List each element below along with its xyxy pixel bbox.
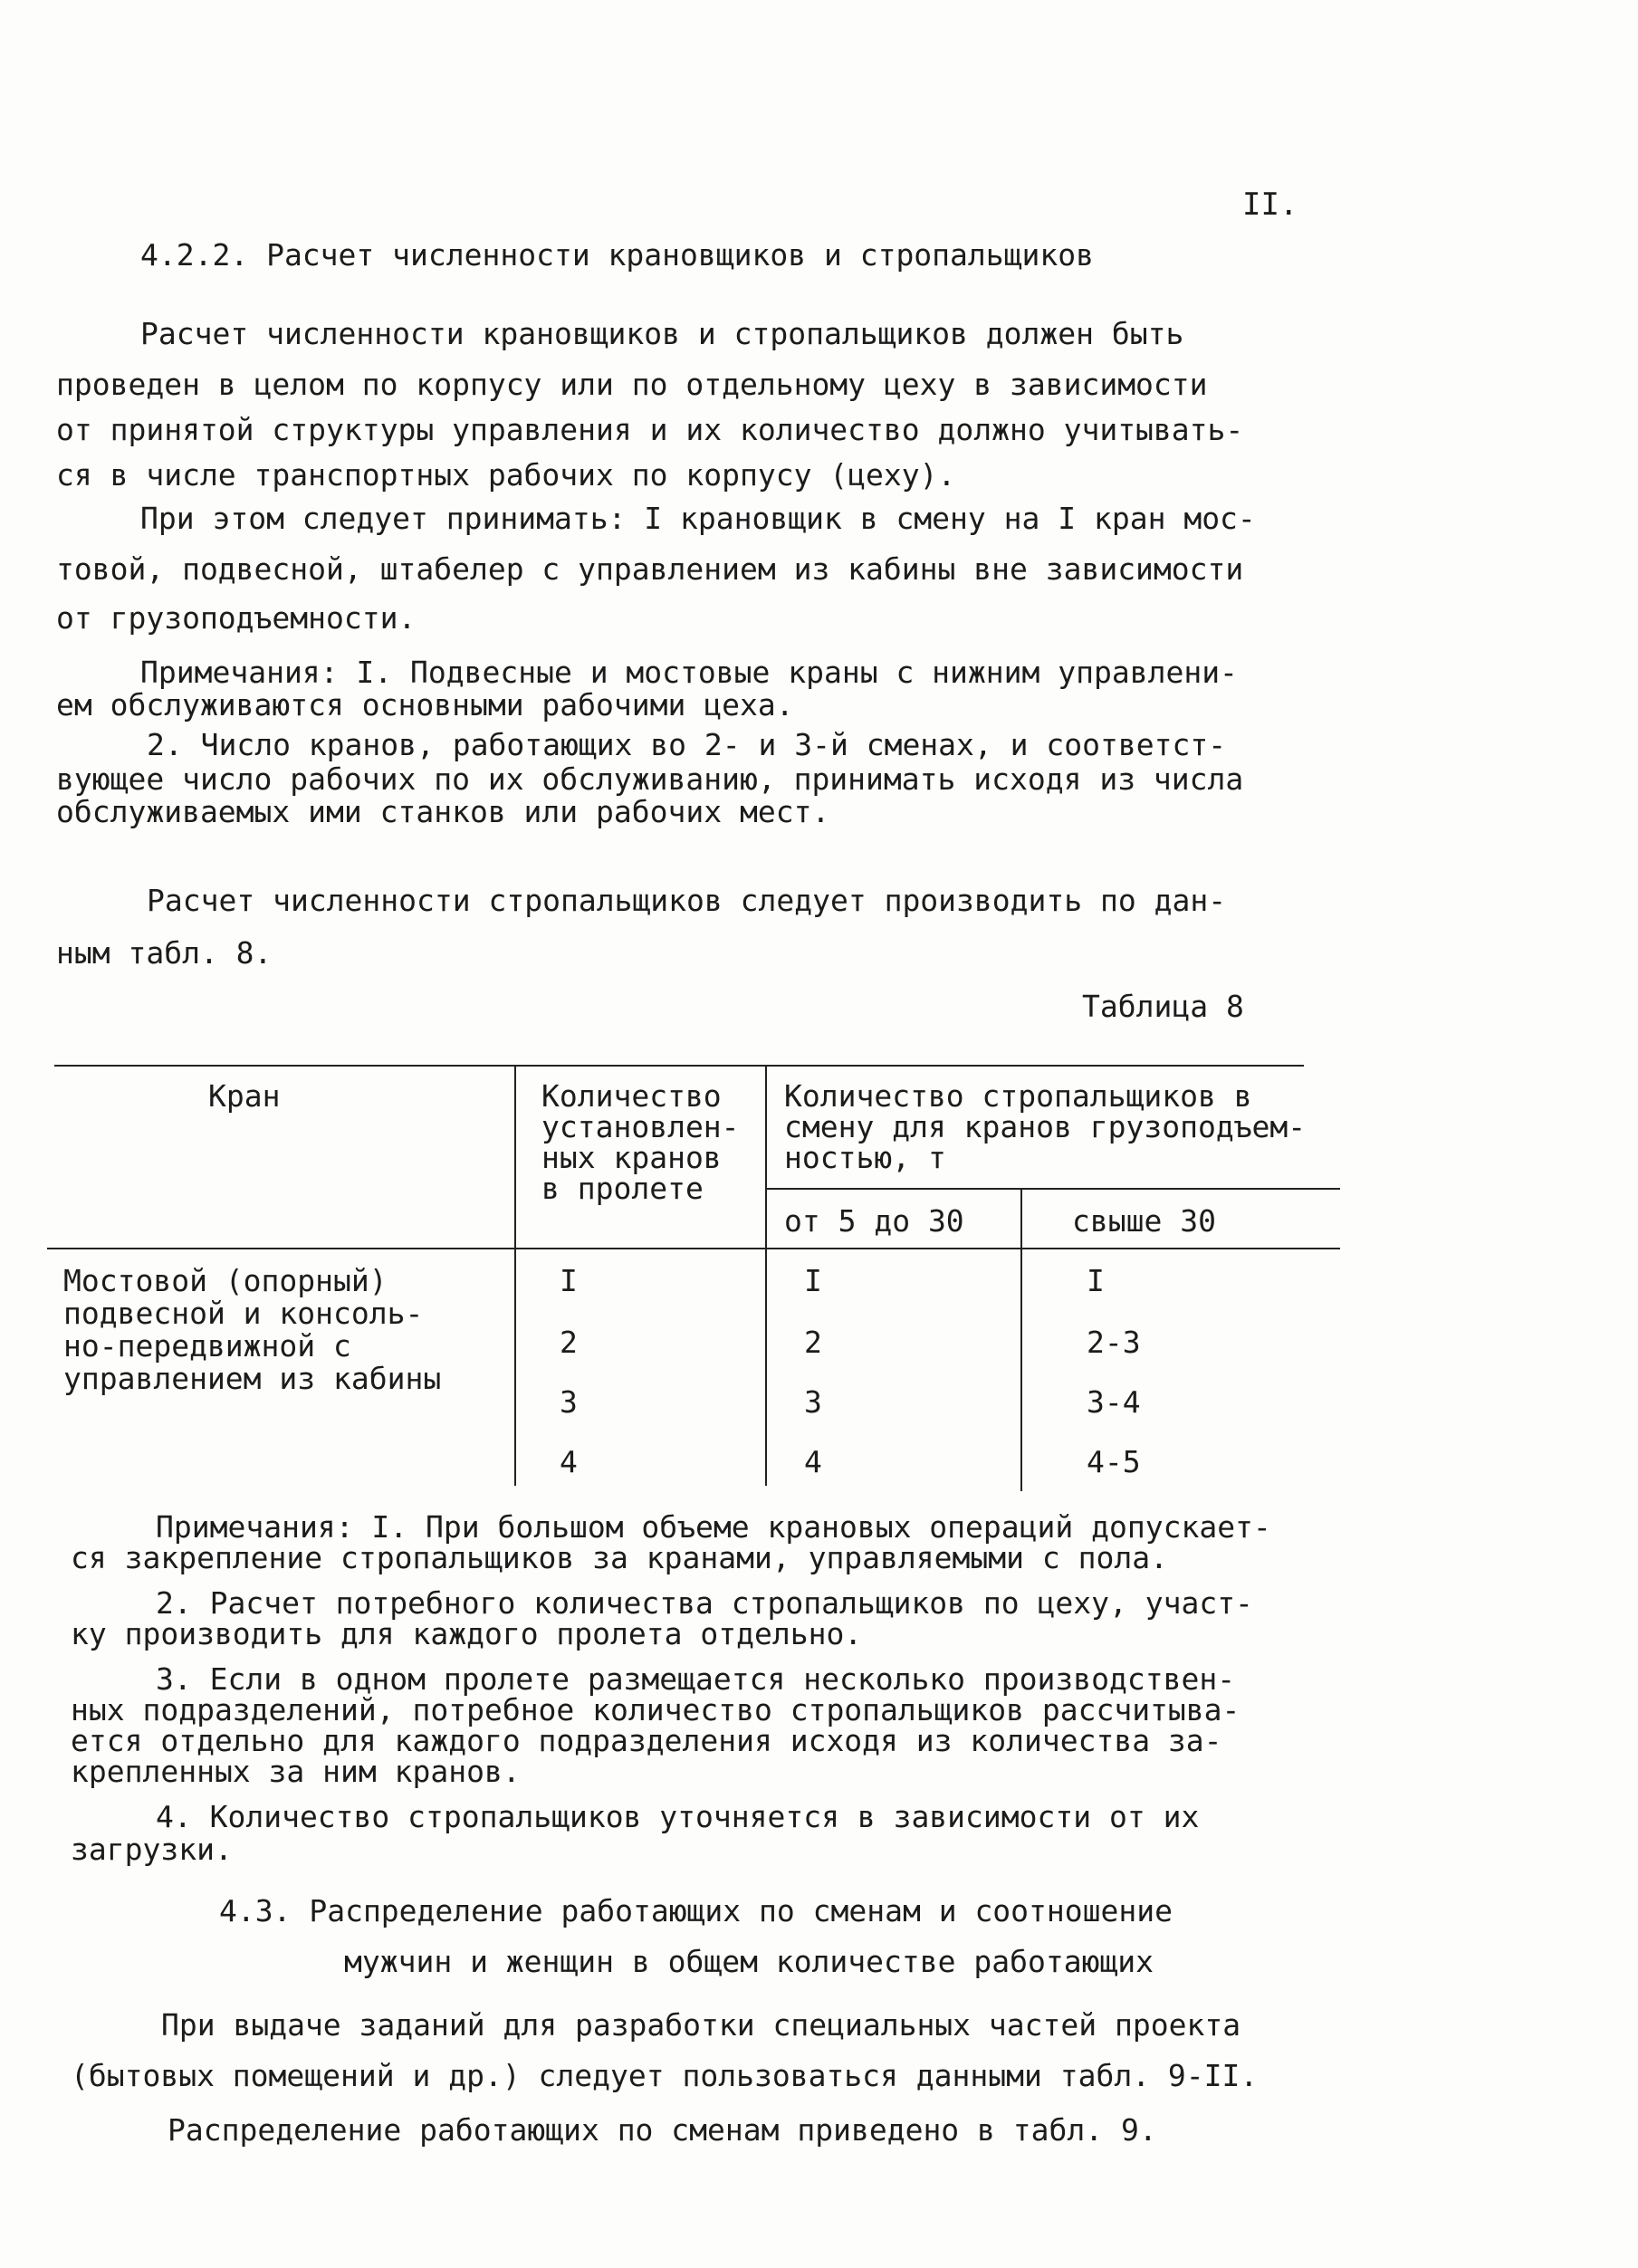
cell-count: I bbox=[560, 1263, 578, 1298]
cell-5-30: 3 bbox=[804, 1384, 822, 1420]
header-sub-over-30: свыше 30 bbox=[1072, 1203, 1216, 1239]
note-line: 3. Если в одном пролете размещается несколько производствен- bbox=[156, 1661, 1236, 1697]
note-line: ется отдельно для каждого подразделения исходя из количества за- bbox=[71, 1723, 1222, 1758]
crane-type-line: Мостовой (опорный) bbox=[63, 1263, 388, 1298]
table-caption: Таблица 8 bbox=[1082, 989, 1244, 1024]
note-line: ся закрепление стропальщиков за кранами, управляемыми с пола. bbox=[71, 1540, 1168, 1575]
note-line: ем обслуживаются основными рабочими цеха. bbox=[56, 687, 794, 723]
cell-count: 4 bbox=[560, 1444, 578, 1479]
text-line: проведен в целом по корпусу или по отдельному цеху в зависимости bbox=[56, 367, 1208, 402]
header-line: в пролете bbox=[541, 1171, 704, 1206]
text-line: При этом следует принимать: I крановщик в смену на I кран мос- bbox=[140, 501, 1256, 536]
note-line: 4. Количество стропальщиков уточняется в зависимости от их bbox=[156, 1799, 1200, 1834]
header-sub-5-30: от 5 до 30 bbox=[784, 1203, 964, 1239]
cell-over-30: 4-5 bbox=[1087, 1444, 1141, 1479]
header-line: смену для кранов грузоподъем- bbox=[784, 1109, 1307, 1144]
text-line: Расчет численности крановщиков и стропальщиков должен быть bbox=[140, 316, 1184, 351]
note-line: ных подразделений, потребное количество стропальщиков рассчитыва- bbox=[71, 1692, 1240, 1727]
note-line: вующее число рабочих по их обслуживанию, принимать исходя из числа bbox=[56, 761, 1244, 797]
table-col-rule bbox=[1020, 1188, 1022, 1491]
text-line: Расчет численности стропальщиков следует производить по дан- bbox=[147, 883, 1227, 918]
header-line: Количество bbox=[541, 1078, 722, 1114]
cell-over-30: I bbox=[1087, 1263, 1105, 1298]
note-line: 2. Число кранов, работающих во 2- и 3-й сменах, и соответст- bbox=[147, 727, 1227, 762]
cell-over-30: 2-3 bbox=[1087, 1325, 1141, 1360]
cell-count: 2 bbox=[560, 1325, 578, 1360]
text-line: ся в числе транспортных рабочих по корпусу (цеху). bbox=[56, 457, 956, 493]
note-line: Примечания: I. Подвесные и мостовые краны с нижним управлени- bbox=[140, 655, 1238, 690]
crane-type-line: управлением из кабины bbox=[63, 1361, 442, 1396]
text-line: (бытовых помещений и др.) следует пользоваться данными табл. 9-II. bbox=[71, 2058, 1259, 2093]
text-line: При выдаче заданий для разработки специальных частей проекта bbox=[161, 2007, 1241, 2043]
note-line: 2. Расчет потребного количества стропальщиков по цеху, участ- bbox=[156, 1585, 1253, 1621]
heading-line: мужчин и женщин в общем количестве работающих bbox=[344, 1944, 1154, 1979]
table-subheader-rule bbox=[765, 1188, 1340, 1190]
cell-5-30: 4 bbox=[804, 1444, 822, 1479]
header-line: ностью, т bbox=[784, 1140, 946, 1175]
text-line: ным табл. 8. bbox=[56, 935, 273, 971]
note-line: обслуживаемых ими станков или рабочих мест. bbox=[56, 794, 830, 829]
note-line: загрузки. bbox=[71, 1832, 233, 1867]
text-line: от принятой структуры управления и их количество должно учитывать- bbox=[56, 412, 1244, 447]
crane-type-line: но-передвижной с bbox=[63, 1328, 351, 1364]
note-line: крепленных за ним кранов. bbox=[71, 1754, 521, 1789]
note-line: Примечания: I. При большом объеме крановых операций допускает- bbox=[156, 1509, 1271, 1545]
heading-line: 4.3. Распределение работающих по сменам и соотношение bbox=[219, 1893, 1173, 1928]
header-line: ных кранов bbox=[541, 1140, 722, 1175]
table-header-rule bbox=[47, 1248, 1340, 1249]
header-line: установлен- bbox=[541, 1109, 740, 1144]
cell-over-30: 3-4 bbox=[1087, 1384, 1141, 1420]
text-line: товой, подвесной, штабелер с управлением из кабины вне зависимости bbox=[56, 551, 1244, 587]
table-col-rule bbox=[514, 1065, 516, 1486]
text-line: от грузоподъемности. bbox=[56, 600, 417, 636]
cell-5-30: 2 bbox=[804, 1325, 822, 1360]
text-line: Распределение работающих по сменам приведено в табл. 9. bbox=[168, 2112, 1157, 2148]
crane-type-line: подвесной и консоль- bbox=[63, 1296, 424, 1331]
cell-5-30: I bbox=[804, 1263, 822, 1298]
note-line: ку производить для каждого пролета отдельно. bbox=[71, 1616, 863, 1651]
page-number: II. bbox=[1242, 187, 1298, 223]
header-line: Количество стропальщиков в bbox=[784, 1078, 1252, 1114]
table-top-rule bbox=[54, 1065, 1304, 1067]
cell-count: 3 bbox=[560, 1384, 578, 1420]
table-col-rule bbox=[765, 1065, 767, 1486]
header-crane: Кран bbox=[208, 1078, 281, 1114]
section-heading: 4.2.2. Расчет численности крановщиков и стропальщиков bbox=[140, 237, 1094, 273]
